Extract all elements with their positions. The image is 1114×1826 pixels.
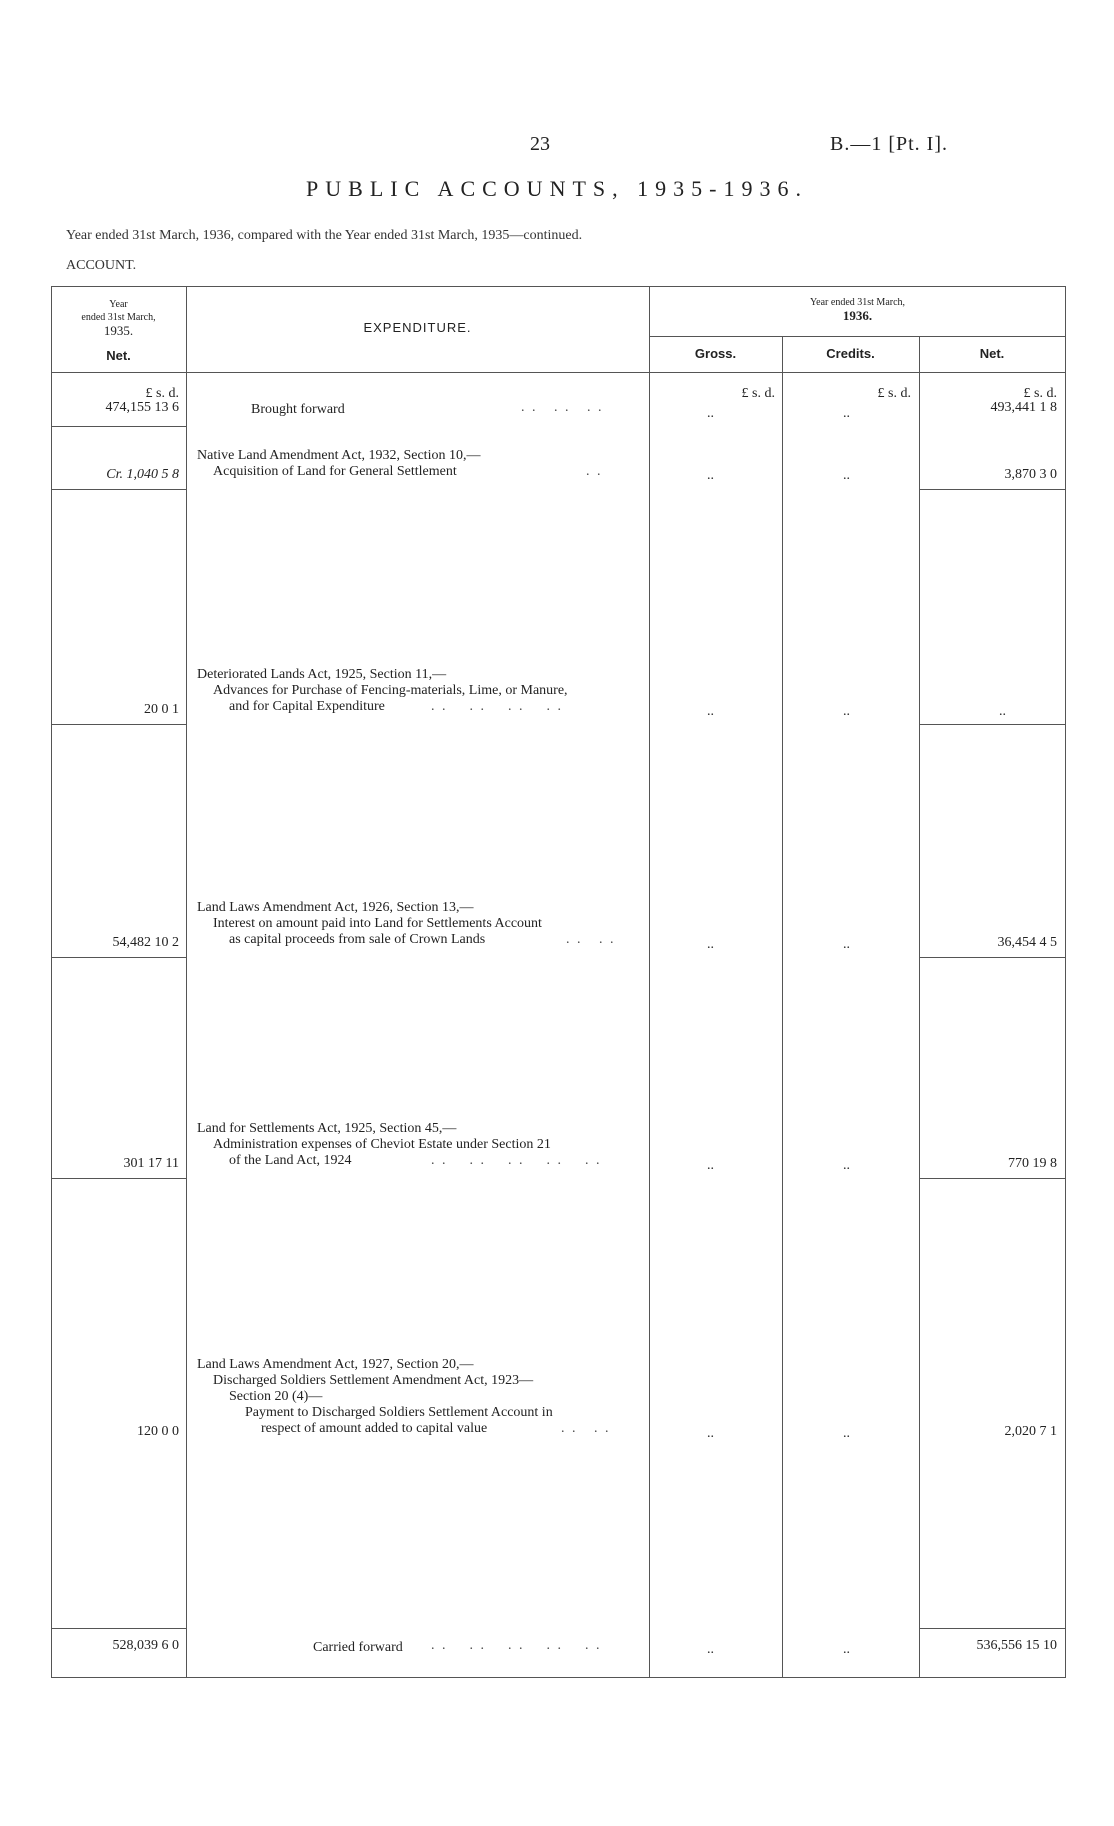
row5-desc-line5: respect of amount added to capital value [261,1421,488,1436]
prev-year-line2: ended 31st March, [81,312,156,323]
row1-prev-net: Cr. 1,040 5 8 [106,467,179,482]
row3-desc-line2: Interest on amount paid into Land for Settlements Account [213,916,542,931]
row5-leader: . . . . [561,1421,611,1436]
row4-net-rule [919,1178,1065,1179]
row4-credits: .. [843,1158,850,1173]
accounts-table [51,286,1066,1678]
col-divider-4 [919,336,920,1678]
row3-credits: .. [843,937,850,952]
col-divider-2 [649,286,650,1678]
total-net-rule [919,1628,1065,1629]
row0-credits: .. [843,406,850,421]
row6-gross: .. [707,1642,714,1657]
row3-desc-line3: as capital proceeds from sale of Crown Lands [229,932,486,947]
row3-gross: .. [707,937,714,952]
curr-year-header [649,296,1066,322]
row0-rule [51,426,186,427]
prev-year-header [51,298,186,337]
units-prev: £ s. d. [145,386,179,401]
row5-desc-line1: Land Laws Amendment Act, 1927, Section 20,— [197,1357,474,1372]
units-gross: £ s. d. [741,386,775,401]
row2-net-rule [919,724,1065,725]
row2-rule [51,724,186,725]
row3-desc-line1: Land Laws Amendment Act, 1926, Section 13,— [197,900,474,915]
row1-net: 3,870 3 0 [1004,467,1057,482]
row3-rule [51,957,186,958]
curr-year-line2: 1936. [842,308,873,323]
row3-net-rule [919,957,1065,958]
row0-desc: Brought forward [251,402,345,417]
prev-year-line3: 1935. [103,323,134,338]
row6-leader: . . . . . . . . . . [431,1638,602,1653]
prev-net-header: Net. [106,348,131,363]
row0-gross: .. [707,406,714,421]
row1-desc-line1: Native Land Amendment Act, 1932, Section 10,— [197,448,481,463]
row1-leader: . . [586,464,603,479]
header-mid-rule [649,336,1066,337]
curr-year-line1: Year ended 31st March, [809,297,906,308]
row6-desc: Carried forward [313,1640,403,1655]
row2-desc-line2: Advances for Purchase of Fencing-materials, Lime, or Manure, [213,683,568,698]
row3-net: 36,454 4 5 [997,935,1057,950]
row4-prev-net: 301 17 11 [123,1156,179,1171]
page-title: PUBLIC ACCOUNTS, 1935-1936. [306,176,808,201]
col-divider-3 [782,336,783,1678]
row3-prev-net: 54,482 10 2 [112,935,179,950]
row4-net: 770 19 8 [1008,1156,1057,1171]
row5-gross: .. [707,1426,714,1441]
row1-net-rule [919,489,1065,490]
units-credits: £ s. d. [877,386,911,401]
units-net: £ s. d. [1023,386,1057,401]
row4-desc-line2: Administration expenses of Cheviot Estate under Section 21 [213,1137,551,1152]
row1-credits: .. [843,468,850,483]
page-subtitle: Year ended 31st March, 1936, compared with the Year ended 31st March, 1935—continued. [66,228,583,243]
table-left-rule [51,286,52,1678]
table-right-rule [1065,286,1066,1678]
row5-prev-net: 120 0 0 [137,1424,179,1439]
row2-desc-line3: and for Capital Expenditure [229,699,385,714]
row1-rule [51,489,186,490]
row2-prev-net: 20 0 1 [144,702,179,717]
row4-leader: . . . . . . . . . . [431,1153,602,1168]
row0-prev-net: 474,155 13 6 [105,400,179,415]
table-bottom-rule [51,1677,1066,1678]
row2-credits: .. [843,704,850,719]
row2-gross: .. [707,704,714,719]
row0-net: 493,441 1 8 [990,400,1057,415]
row4-gross: .. [707,1158,714,1173]
row1-gross: .. [707,468,714,483]
row4-desc-line3: of the Land Act, 1924 [229,1153,352,1168]
table-top-rule [51,286,1066,287]
prev-year-line1: Year [109,299,128,310]
row6-prev-net: 528,039 6 0 [112,1638,179,1653]
credits-header: Credits. [826,346,875,361]
row0-leader: . . . . . . [521,400,604,415]
row6-net: 536,556 15 10 [976,1638,1057,1653]
row2-desc-line1: Deteriorated Lands Act, 1925, Section 11,— [197,667,447,682]
row6-credits: .. [843,1642,850,1657]
page-number: 23 [530,133,550,155]
row5-desc-line4: Payment to Discharged Soldiers Settlement Account in [245,1405,553,1420]
account-label: ACCOUNT. [66,258,137,273]
row5-desc-line3: Section 20 (4)— [229,1389,323,1404]
row1-desc-line2: Acquisition of Land for General Settlement [213,464,457,479]
row2-net: .. [999,704,1006,719]
row4-desc-line1: Land for Settlements Act, 1925, Section 45,— [197,1121,457,1136]
row3-leader: . . . . [566,932,616,947]
row5-desc-line2: Discharged Soldiers Settlement Amendment Act, 1923— [213,1373,534,1388]
gross-header: Gross. [694,346,737,361]
net-header: Net. [979,346,1005,361]
document-reference: B.—1 [Pt. I]. [830,133,948,155]
expenditure-header: EXPENDITURE. [363,320,472,335]
row5-net: 2,020 7 1 [1004,1424,1057,1439]
row5-credits: .. [843,1426,850,1441]
row2-leader: . . . . . . . . [431,699,563,714]
total-prev-rule [51,1628,186,1629]
header-bottom-rule [51,372,1066,373]
col-divider-1 [186,286,187,1678]
row4-rule [51,1178,186,1179]
